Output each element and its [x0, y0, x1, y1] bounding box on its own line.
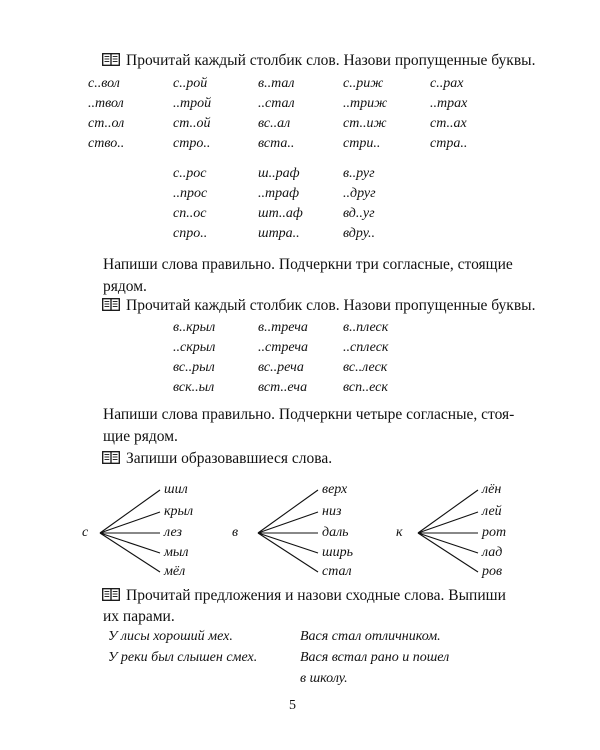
word: в..плеск [343, 320, 389, 335]
instruction-line: щие рядом. [103, 428, 178, 445]
word: спро.. [173, 226, 208, 241]
word: ш..раф [258, 166, 300, 181]
instruction-line: рядом. [103, 278, 147, 295]
word: вс..реча [258, 360, 304, 375]
word: вдру.. [343, 226, 376, 241]
word: верх [322, 482, 348, 497]
word: лей [482, 504, 502, 519]
book-icon [102, 588, 120, 601]
page-number: 5 [289, 698, 296, 713]
sentence: У лисы хороший мех. [108, 629, 233, 644]
word: мёл [164, 564, 186, 579]
word: с..рой [173, 76, 208, 91]
word: низ [322, 504, 342, 519]
word: ..трой [173, 96, 212, 111]
word: в..руг [343, 166, 375, 181]
word: всп..еск [343, 380, 388, 395]
word: ..триж [343, 96, 388, 111]
task-1-text: Прочитай каждый столбик слов. Назови пропущенные буквы. [126, 52, 536, 69]
word: вс..рыл [173, 360, 215, 375]
word: в..тал [258, 76, 295, 91]
word: ст..иж [343, 116, 387, 131]
word: ..траф [258, 186, 300, 201]
word: стро.. [173, 136, 211, 151]
word: вст..еча [258, 380, 308, 395]
word: стра.. [430, 136, 468, 151]
word: лён [482, 482, 502, 497]
word: вста.. [258, 136, 295, 151]
task-4-text: Прочитай предложения и назови сходные слова. Выпиши [126, 587, 506, 604]
word: вс..леск [343, 360, 388, 375]
prefix-label: к [396, 525, 403, 540]
word: лад [482, 545, 503, 560]
task-2-text: Прочитай каждый столбик слов. Назови пропущенные буквы. [126, 297, 536, 314]
word: ст..ой [173, 116, 211, 131]
sentence: Вася встал рано и пошел [300, 650, 450, 665]
word: ширь [322, 545, 353, 560]
word: даль [322, 525, 349, 540]
word: в..треча [258, 320, 308, 335]
word: вд..уг [343, 206, 375, 221]
sentence: в школу. [300, 671, 348, 686]
word: стал [322, 564, 352, 579]
word: стри.. [343, 136, 381, 151]
word: с..рах [430, 76, 464, 91]
prefix-label: с [82, 525, 89, 540]
word: ..стреча [258, 340, 309, 355]
task-4-text-continued: их парами. [103, 608, 175, 625]
word: вск..ыл [173, 380, 215, 395]
word: вс..ал [258, 116, 291, 131]
word: штра.. [258, 226, 300, 241]
instruction-line: Напиши слова правильно. Подчеркни три согласные, стоящие [103, 256, 513, 273]
word: ..прос [173, 186, 208, 201]
prefix-label: в [232, 525, 239, 540]
task-4-heading [102, 587, 506, 605]
word: ст..ол [88, 116, 125, 131]
word: ст..ах [430, 116, 467, 131]
word: мыл [164, 545, 189, 560]
task-3-text: Запиши образовавшиеся слова. [126, 450, 333, 467]
word: сп..ос [173, 206, 207, 221]
word: крыл [164, 504, 194, 519]
word: шт..аф [258, 206, 303, 221]
sentence: У реки был слышен смех. [108, 650, 258, 665]
word: ..твол [88, 96, 124, 111]
word: с..риж [343, 76, 384, 91]
word: ..друг [343, 186, 376, 201]
word: рот [482, 525, 507, 540]
instruction-line: Напиши слова правильно. Подчеркни четыре согласные, стоя- [103, 406, 515, 423]
word: ..стал [258, 96, 295, 111]
word: ..скрыл [173, 340, 216, 355]
word: лез [164, 525, 182, 540]
word: с..рос [173, 166, 207, 181]
word: ..трах [430, 96, 468, 111]
word: с..вол [88, 76, 120, 91]
sentence: Вася стал отличником. [300, 629, 441, 644]
word: ..сплеск [343, 340, 389, 355]
word: шил [164, 482, 188, 497]
word: в..крыл [173, 320, 216, 335]
word: ство.. [88, 136, 125, 151]
word: ров [482, 564, 503, 579]
